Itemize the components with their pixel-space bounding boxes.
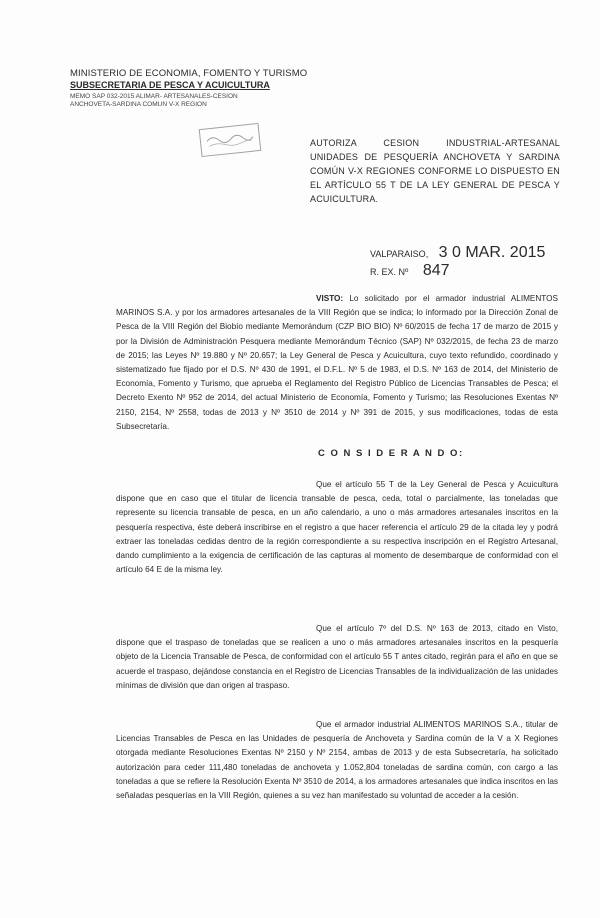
- considerando-paragraph-2: Que el artículo 7º del D.S. Nº 163 de 2013, citado en Visto, dispone que el traspaso de toneladas que se realicen a uno o más armadores artesanales inscritos en la pesquería objeto de la Licencia Transable de Pesca, de conformidad con el artículo 55 T antes citado, regirán para el año en que se acuerde el traspaso, dejándose constancia en el Registro de Licencias Transables de la individualización de las unidades mínimas de división que dan origen al traspaso.: [116, 624, 558, 690]
- stamp-scribble-icon: [204, 128, 255, 149]
- approval-stamp-icon: [199, 123, 262, 157]
- subsecretaria-name: SUBSECRETARIA DE PESCA Y ACUICULTURA: [70, 80, 270, 90]
- visto-section: [116, 292, 558, 434]
- considerando-heading: C O N S I D E R A N D O:: [318, 448, 464, 459]
- place-date: [370, 244, 545, 262]
- resolution-date: 3 0 MAR. 2015: [438, 244, 546, 261]
- rex-number: 847: [422, 262, 450, 279]
- resolution-title: AUTORIZA CESION INDUSTRIAL-ARTESANAL UNIDADES DE PESQUERÍA ANCHOVETA Y SARDINA COMÚN V-X REGIONES CONFORME LO DISPUESTO EN EL ARTÍCULO 55 T DE LA LEY GENERAL DE PESCA Y ACUICULTURA.: [310, 138, 560, 204]
- visto-text: Lo solicitado por el armador industrial ALIMENTOS MARINOS S.A. y por los armadores artesanales de la VIII Región que se indica; lo informado por la Dirección Zonal de Pesca de la VIII Región del Biobío mediante Memorándum (CZP BIO BIO) Nº 60/2015 de fecha 17 de marzo de 2015 y por la División de Administración Pesquera mediante Memorándum Técnico (SAP) Nº 032/2015, de fecha 23 de marzo de 2015; las Leyes Nº 19.880 y Nº 20.657; la Ley General de Pesca y Acuicultura, cuyo texto refundido, coordinado y sistematizado fue fijado por el D.S. Nº 430 de 1991, el D.F.L. Nº 5 de 1983, el D.S. Nº 163 de 2014, del Ministerio de Economía, Fomento y Turismo, que aprueba el Reglamento del Registro Público de Licencias Transables de Pesca; el Decreto Exento Nº 952 de 2014, del actual Ministerio de Economía, Fomento y Turismo; las Resoluciones Exentas Nº 2150, 2154, Nº 2558, todas de 2013 y Nº 3510 de 2014 y Nº 391 de 2015, y sus modificaciones, todas de esta Subsecretaría.: [116, 294, 558, 431]
- resolution-number: [370, 262, 450, 280]
- memo-reference-line-1: MEMO SAP 032-2015 ALIMAR- ARTESANALES-CESION: [70, 93, 238, 100]
- place-label: VALPARAISO,: [370, 249, 429, 259]
- ministry-name: MINISTERIO DE ECONOMIA, FOMENTO Y TURISMO: [70, 68, 308, 79]
- rex-label: R. EX. Nº: [370, 267, 409, 277]
- visto-label: VISTO:: [316, 294, 344, 303]
- letterhead: [70, 68, 308, 108]
- considerando-paragraph-1: Que el artículo 55 T de la Ley General de Pesca y Acuicultura dispone que en caso que el titular de licencia transable de pesca, ceda, total o parcialmente, las toneladas que represente su licencia transable de pesca, en un año calendario, a uno o más armadores artesanales inscritos en la pesquería respectiva, éste deberá inscribirse en el registro a que hacer referencia el artículo 29 de la citada ley y podrá extraer las toneladas cedidas dentro de la región correspondiente a su respectiva inscripción en el Registro Artesanal, dando cumplimiento a la exigencia de certificación de las capturas al momento de desembarque de conformidad con el artículo 64 E de la misma ley.: [116, 480, 558, 575]
- considerando-paragraph-3: Que el armador industrial ALIMENTOS MARINOS S.A., titular de Licencias Transables de Pesca en las Unidades de pesquería de Anchoveta y Sardina común de la V a X Regiones otorgada mediante Resoluciones Exentas Nº 2150 y Nº 2154, ambas de 2013 y de esta Subsecretaría, ha solicitado autorización para ceder 111,480 toneladas de anchoveta y 1.052,804 toneladas de sardina común, con cargo a las toneladas a que se refiere la Resolución Exenta Nº 3510 de 2014, a los armadores artesanales que indica inscritos en las señaladas pesquerías en la VIII Región, quienes a su vez han manifestado su voluntad de acceder a la cesión.: [116, 720, 558, 801]
- memo-reference-line-2: ANCHOVETA-SARDINA COMUN V-X REGION: [70, 101, 207, 108]
